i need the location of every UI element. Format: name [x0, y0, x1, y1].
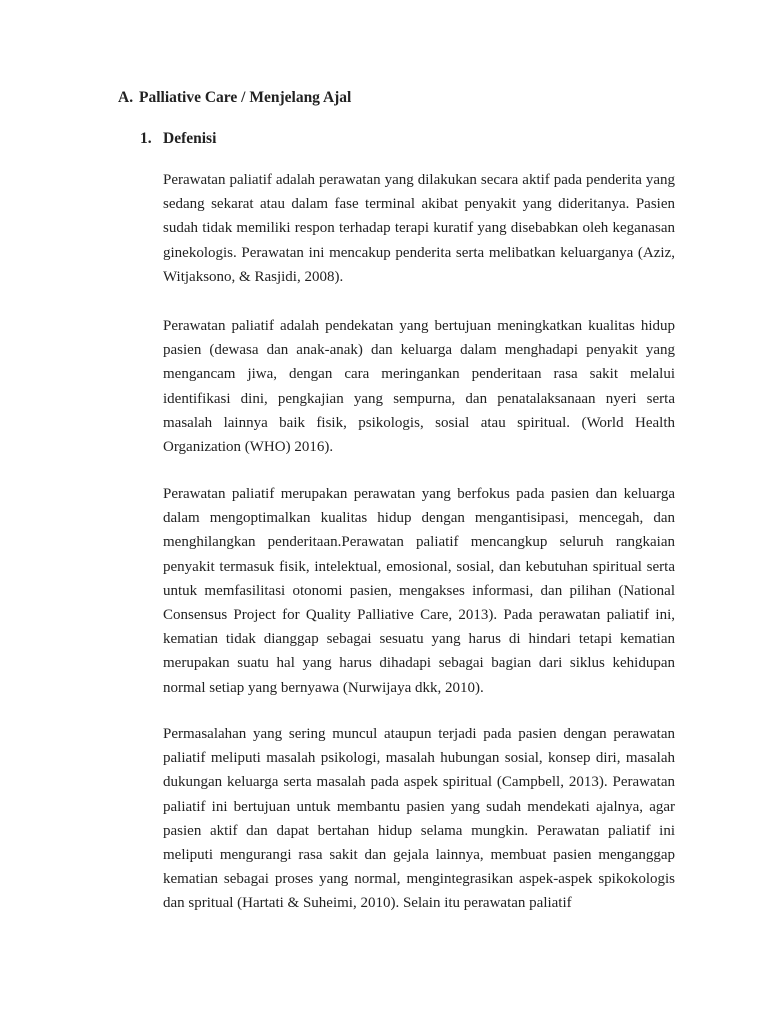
subsection-title: Defenisi	[163, 130, 217, 147]
section-heading	[118, 88, 351, 108]
section-title: Palliative Care / Menjelang Ajal	[139, 89, 352, 106]
subsection-heading	[140, 129, 216, 149]
paragraph-definition-2: Perawatan paliatif adalah pendekatan yang bertujuan meningkatkan kualitas hidup pasien (dewasa dan anak-anak) dan keluarga dalam menghadapi penyakit yang mengancam jiwa, dengan cara meringankan penderitaan rasa sakit melalui identifikasi dini, pengkajian yang sempurna, dan penatalaksanaan nyeri serta masalah lainnya baik fisik, psikologis, sosial atau spiritual. (World Health Organization (WHO) 2016).	[163, 318, 675, 456]
paragraph-definition-1: Perawatan paliatif adalah perawatan yang dilakukan secara aktif pada penderita yang sedang sekarat atau dalam fase terminal akibat penyakit yang dideritanya. Pasien sudah tidak memiliki respon terhadap terapi kuratif yang disebabkan oleh keganasan ginekologis. Perawatan ini mencakup penderita serta melibatkan keluarganya (Aziz, Witjaksono, & Rasjidi, 2008).	[163, 172, 675, 285]
paragraph-definition-3: Perawatan paliatif merupakan perawatan yang berfokus pada pasien dan keluarga dalam mengoptimalkan kualitas hidup dengan mengantisipasi, mencegah, dan menghilangkan penderitaan.Perawatan paliatif mencangkup seluruh rangkaian penyakit termasuk fisik, intelektual, emosional, sosial, dan kebutuhan spiritual serta untuk memfasilitasi otonomi pasien, mengakses informasi, dan pilihan (National Consensus Project for Quality Palliative Care, 2013). Pada perawatan paliatif ini, kematian tidak dianggap sebagai sesuatu yang harus di hindari tetapi kematian merupakan suatu hal yang harus dihadapi sebagai bagian dari siklus kehidupan normal setiap yang bernyawa (Nurwijaya dkk, 2010).	[163, 486, 675, 696]
paragraph-definition-4: Permasalahan yang sering muncul ataupun terjadi pada pasien dengan perawatan paliatif meliputi masalah psikologi, masalah hubungan sosial, konsep diri, masalah dukungan keluarga serta masalah pada aspek spiritual (Campbell, 2013). Perawatan paliatif ini bertujuan untuk membantu pasien yang sudah mendekati ajalnya, agar pasien aktif dan dapat bertahan hidup selama mungkin. Perawatan paliatif ini meliputi mengurangi rasa sakit dan gejala lainnya, membuat pasien menganggap kematian sebagai proses yang normal, mengintegrasikan aspek-aspek spikokologis dan spritual (Hartati & Suheimi, 2010). Selain itu perawatan paliatif	[163, 726, 675, 912]
subsection-number: 1.	[140, 130, 152, 147]
section-number: A.	[118, 89, 134, 106]
